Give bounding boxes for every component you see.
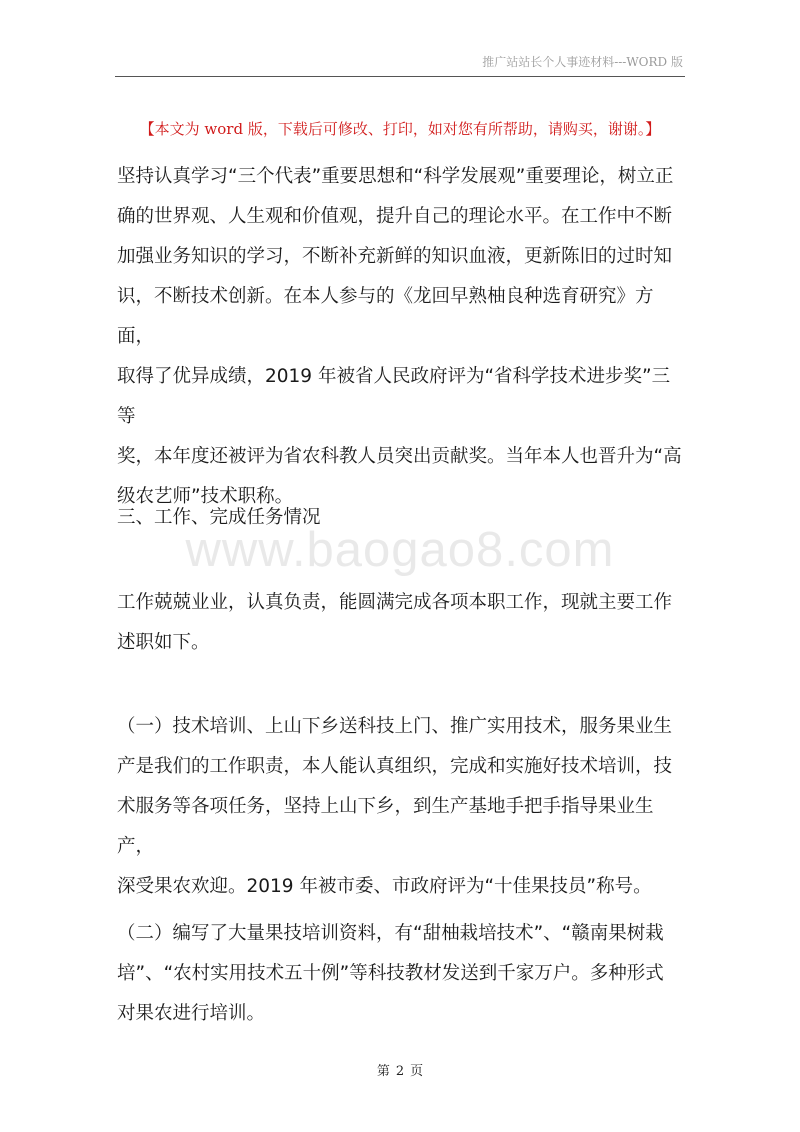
purchase-notice: 【本文为 word 版，下载后可修改、打印，如对您有所帮助，请购买，谢谢。】 xyxy=(139,120,661,138)
header-divider xyxy=(115,76,685,77)
paragraph-3 xyxy=(117,707,687,907)
paragraph-2-line-1: 工作兢兢业业，认真负责，能圆满完成各项本职工作，现就主要工作 xyxy=(117,592,673,613)
paragraph-3-line-4: 深受果农欢迎。2019 年被市委、市政府评为“十佳果技员”称号。 xyxy=(117,876,652,897)
page-header-title: 推广站站长个人事迹材料---WORD 版 xyxy=(482,55,683,69)
paragraph-1-line-3: 加强业务知识的学习，不断补充新鲜的知识血液，更新陈旧的过时知 xyxy=(117,246,673,267)
paragraph-1 xyxy=(117,157,687,517)
footer-suffix: 页 xyxy=(410,1064,424,1079)
paragraph-3-line-1: （一）技术培训、上山下乡送科技上门、推广实用技术，服务果业生 xyxy=(117,716,673,737)
section-heading-3: 三、工作、完成任务情况 xyxy=(117,507,321,528)
paragraph-1-line-1: 坚持认真学习“三个代表”重要思想和“科学发展观”重要理论，树立正 xyxy=(117,166,674,187)
page-number: 2 xyxy=(395,1064,405,1079)
paragraph-1-line-2: 确的世界观、人生观和价值观，提升自己的理论水平。在工作中不断 xyxy=(117,206,673,227)
paragraph-1-line-6: 奖，本年度还被评为省农科教人员突出贡献奖。当年本人也晋升为“高 xyxy=(117,446,682,467)
paragraph-1-line-4: 识，不断技术创新。在本人参与的《龙回早熟柚良种选育研究》方面， xyxy=(117,286,654,347)
paragraph-4-line-1: （二）编写了大量果技培训资料，有“甜柚栽培技术”、“赣南果树栽 xyxy=(117,923,664,944)
paragraph-3-line-2: 产是我们的工作职责，本人能认真组织，完成和实施好技术培训，技 xyxy=(117,756,673,777)
paragraph-4-line-2: 培”、“农村实用技术五十例”等科技教材发送到千家万户。多种形式 xyxy=(117,963,664,984)
footer-prefix: 第 xyxy=(376,1064,390,1079)
page-footer xyxy=(0,1060,800,1079)
paragraph-1-line-7: 级农艺师”技术职称。 xyxy=(117,486,294,507)
paragraph-2-line-2: 述职如下。 xyxy=(117,632,210,653)
paragraph-3-line-3: 术服务等各项任务，坚持上山下乡，到生产基地手把手指导果业生产， xyxy=(117,796,654,857)
paragraph-1-line-5: 取得了优异成绩，2019 年被省人民政府评为“省科学技术进步奖”三等 xyxy=(117,366,671,427)
paragraph-4-line-3: 对果农进行培训。 xyxy=(117,1003,266,1024)
watermark: www.baogao8.com xyxy=(185,523,615,577)
paragraph-2 xyxy=(117,583,687,663)
paragraph-4 xyxy=(117,914,687,1034)
